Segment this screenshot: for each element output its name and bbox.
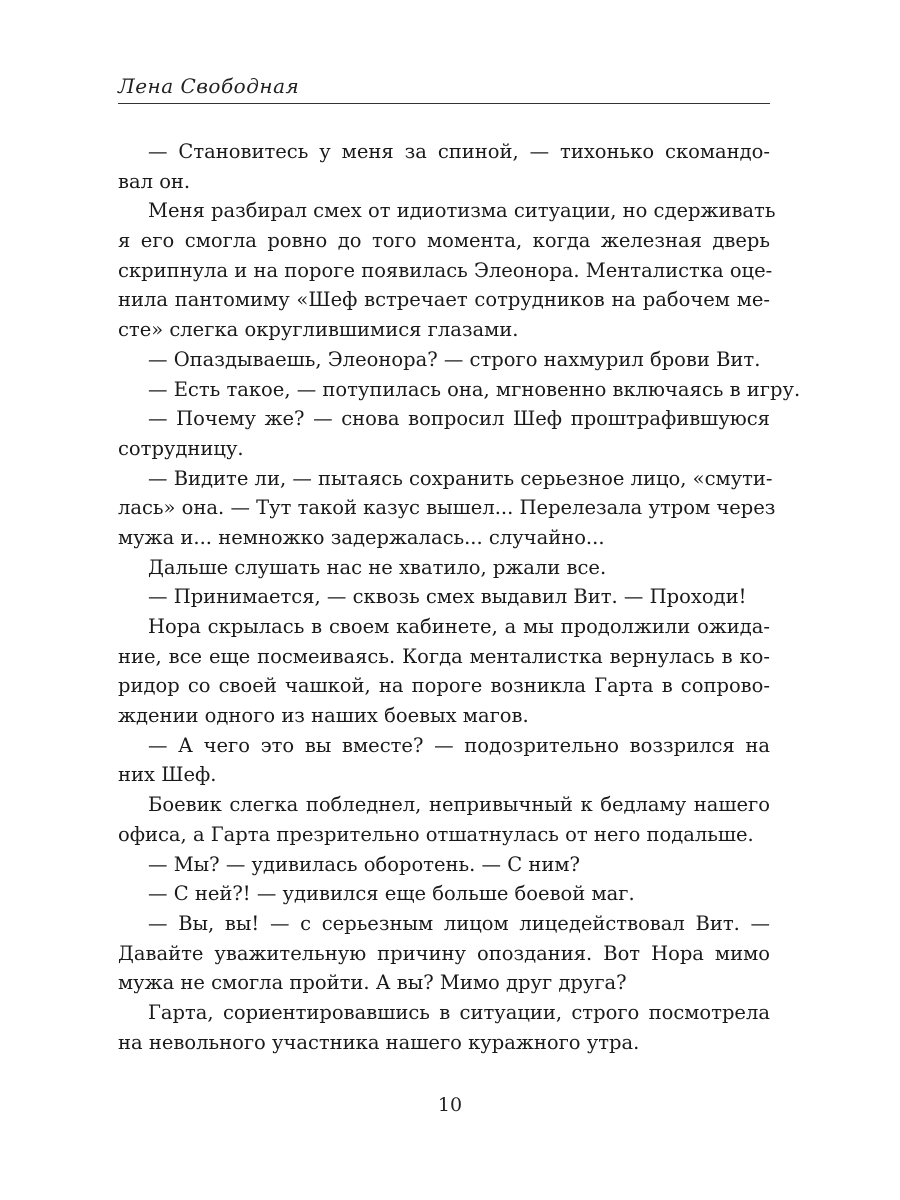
text-line: нила пантомиму «Шеф встречает сотрудников на рабочем ме-	[118, 288, 770, 312]
text-line: ридор со своей чашкой, на пороге возникла Гарта в сопрово-	[118, 674, 770, 698]
text-line: ние, все еще посмеиваясь. Когда менталистка вернулась в ко-	[118, 644, 770, 668]
text-line: — Становитесь у меня за спиной, — тихонько скомандо-	[148, 140, 770, 163]
text-line: скрипнула и на пороге появилась Элеонора. Менталистка оце-	[118, 258, 773, 282]
text-line: я его смогла ровно до того момента, когда железная дверь	[118, 229, 770, 253]
text-line: — Почему же? — снова вопросил Шеф проштрафившуюся	[148, 407, 770, 431]
text-line: Дальше слушать нас не хватило, ржали все.	[148, 555, 607, 579]
text-line: ждении одного из наших боевых магов.	[118, 704, 529, 728]
text-line: Давайте уважительную причину опоздания. Вот Нора мимо	[118, 941, 770, 965]
text-line: — Есть такое, — потупилась она, мгновенно включаясь в игру.	[148, 377, 801, 401]
text-line: — Принимается, — сквозь смех выдавил Вит. — Проходи!	[148, 585, 747, 609]
text-line: мужа и... немножко задержалась... случайно...	[118, 525, 605, 549]
text-line: Боевик слегка побледнел, непривычный к бедламу нашего	[148, 793, 770, 817]
text-line: сотрудницу.	[118, 436, 244, 460]
text-line: Нора скрылась в своем кабинете, а мы продолжили ожида-	[148, 615, 770, 638]
page-number: 10	[437, 1094, 463, 1116]
text-line: — Вы, вы! — с серьезным лицом лицедействовал Вит. —	[148, 911, 770, 935]
text-line: — Видите ли, — пытаясь сохранить серьезное лицо, «смути-	[148, 466, 773, 490]
text-line: Меня разбирал смех от идиотизма ситуации, но сдерживать	[148, 199, 776, 223]
text-line: вал он.	[118, 169, 191, 193]
text-line: лась» она. — Тут такой казус вышел... Перелезала утром через	[118, 496, 776, 520]
text-line: офиса, а Гарта презрительно отшатнулась от него подальше.	[118, 822, 754, 846]
text-line: — С ней?! — удивился еще больше боевой маг.	[148, 882, 635, 906]
header-rule	[118, 103, 770, 104]
text-line: — А чего это вы вместе? — подозрительно воззрился на	[148, 733, 770, 757]
text-line: сте» слегка округлившимися глазами.	[118, 318, 519, 342]
text-line: мужа не смогла пройти. А вы? Мимо друг друга?	[118, 971, 627, 995]
text-line: них Шеф.	[118, 763, 217, 787]
text-line: — Опаздываешь, Элеонора? — строго нахмурил брови Вит.	[148, 347, 761, 371]
running-head-author: Лена Свободная	[118, 74, 300, 98]
text-line: Гарта, сориентировавшись в ситуации, строго посмотрела	[148, 1000, 770, 1024]
text-line: на невольного участника нашего куражного утра.	[118, 1030, 640, 1054]
body-text	[118, 137, 801, 1057]
text-line: — Мы? — удивилась оборотень. — С ним?	[148, 852, 580, 876]
